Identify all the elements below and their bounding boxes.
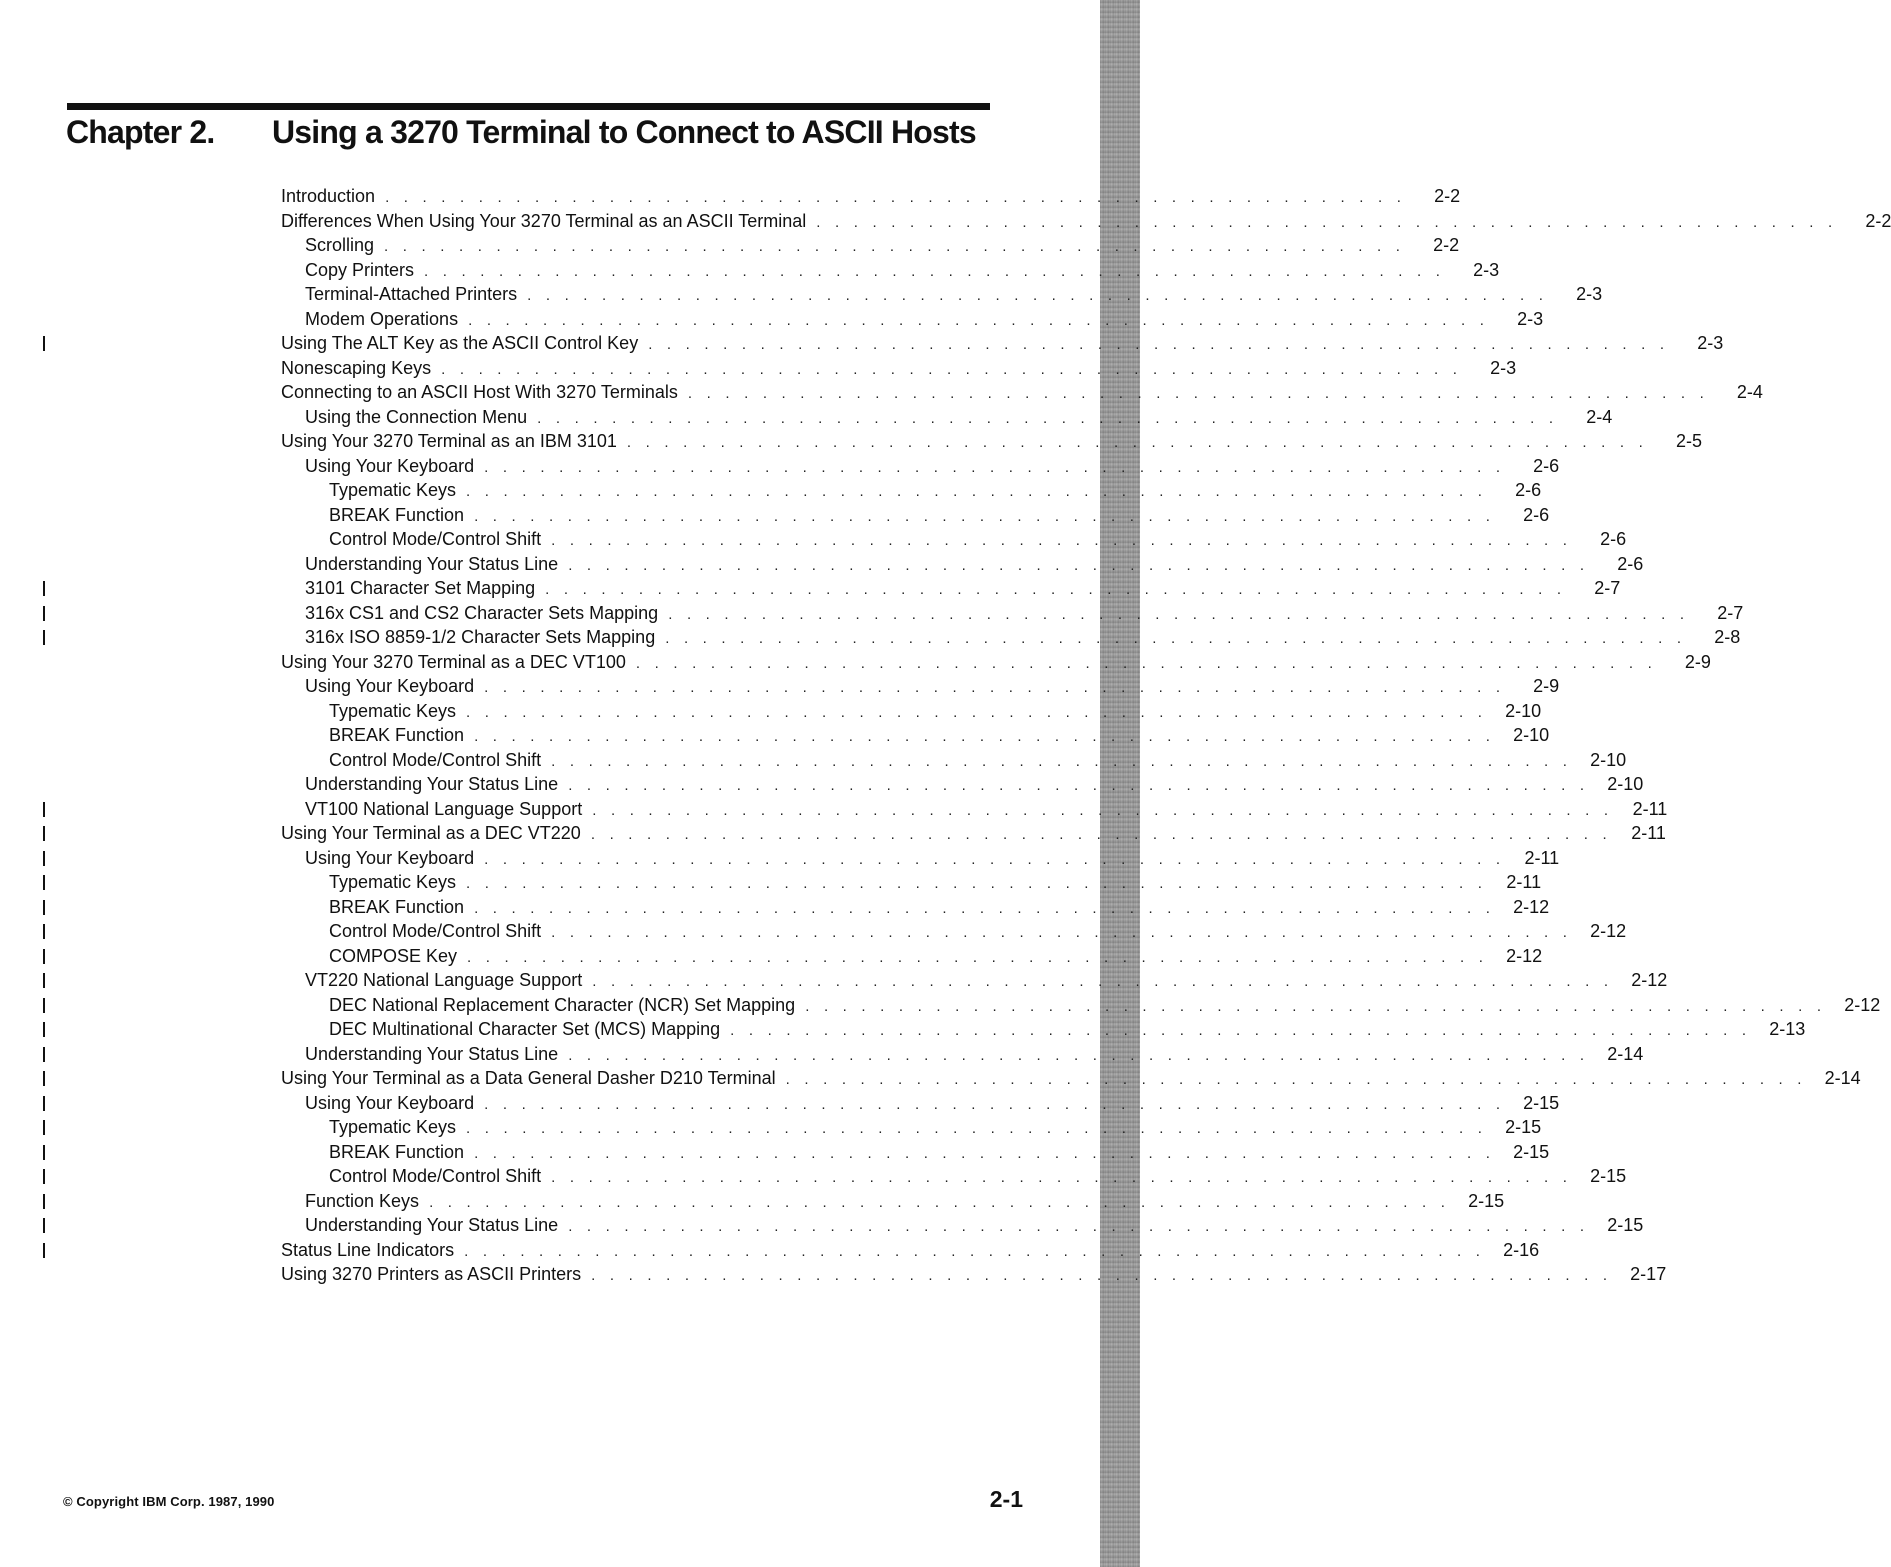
change-bar (43, 924, 45, 939)
toc-entry-page: 2-5 (1675, 431, 1702, 451)
toc-leader-dots: . . . . . . . . . . . . . . . . . . . . . . . . . . . . . . . . . . . . . . . . . . . . . . . . . . . . . . . (474, 1144, 1496, 1162)
toc-leader-dots: . . . . . . . . . . . . . . . . . . . . . . . . . . . . . . . . . . . . . . . . . . . . . . . . . . . . . . . (474, 507, 1496, 525)
toc-entry-page: 2-14 (1607, 1043, 1644, 1064)
chapter-title-rule (67, 103, 990, 110)
toc-entry-title: Typematic Keys (329, 480, 457, 500)
toc-entry-page: 2-7 (1594, 578, 1621, 598)
toc-entry[interactable] (281, 1262, 1667, 1287)
toc-entry[interactable] (281, 919, 1627, 944)
change-bar (43, 875, 45, 890)
toc-entry-page: 2-11 (1631, 823, 1666, 843)
change-bar (43, 851, 45, 866)
change-bar (43, 1120, 45, 1135)
toc-leader-dots: . . . . . . . . . . . . . . . . . . . . . . . . . . . . . . . . . . . . . . . . . . . . . . . . . . . . . . . (545, 581, 1567, 598)
toc-entry-page: 2-14 (1824, 1068, 1861, 1088)
toc-entry-page: 2-10 (1590, 749, 1627, 770)
change-bar (43, 336, 45, 351)
toc-entry[interactable] (281, 454, 1560, 479)
toc-entry[interactable] (281, 503, 1550, 528)
toc-entry-title: BREAK Function (329, 896, 465, 917)
toc-leader-dots: . . . . . . . . . . . . . . . . . . . . . . . . . . . . . . . . . . . . . . . . . . . . . . . . . . . . . . . (484, 850, 1506, 868)
toc-entry-page: 2-3 (1473, 259, 1500, 280)
toc-entry-title: Using the Connection Menu (305, 406, 528, 427)
toc-leader-dots: . . . . . . . . . . . . . . . . . . . . . . . . . . . . . . . . . . . . . . . . . . . . . . . . . . . . . . . (474, 728, 1496, 745)
toc-leader-dots: . . . . . . . . . . . . . . . . . . . . . . . . . . . . . . . . . . . . . . . . . . . . . . . . . . . . . . . (464, 1242, 1486, 1260)
toc-entry-title: Using Your 3270 Terminal as a DEC VT100 (281, 651, 626, 672)
toc-entry-page: 2-15 (1523, 1092, 1560, 1113)
toc-entry-title: Understanding Your Status Line (305, 553, 559, 574)
toc-entry-title: Control Mode/Control Shift (329, 529, 542, 549)
toc-entry-page: 2-3 (1490, 357, 1517, 378)
toc-leader-dots: . . . . . . . . . . . . . . . . . . . . . . . . . . . . . . . . . . . . . . . . . . . . . . . . . . . . . . . (551, 924, 1573, 941)
toc-entry[interactable] (281, 846, 1560, 871)
toc-entry-title: Using Your Keyboard (305, 676, 475, 696)
toc-leader-dots: . . . . . . . . . . . . . . . . . . . . . . . . . . . . . . . . . . . . . . . . . . . . . . . . . . . . . . . (527, 287, 1549, 304)
toc-entry-title: Differences When Using Your 3270 Terminal as an ASCII Terminal (281, 210, 807, 231)
toc-entry-page: 2-12 (1513, 896, 1550, 917)
toc-entry[interactable] (281, 552, 1644, 577)
change-bar (43, 606, 45, 621)
toc-entry[interactable] (281, 1164, 1627, 1189)
change-bar (43, 1096, 45, 1111)
toc-leader-dots: . . . . . . . . . . . . . . . . . . . . . . . . . . . . . . . . . . . . . . . . . . . . . . . . . . . . . . . (568, 556, 1590, 574)
toc-entry[interactable] (281, 895, 1550, 920)
toc-leader-dots: . . . . . . . . . . . . . . . . . . . . . . . . . . . . . . . . . . . . . . . . . . . . . . . . . . . . . . . (668, 605, 1690, 623)
toc-entry[interactable] (281, 674, 1560, 699)
toc-entry[interactable] (281, 797, 1668, 822)
toc-entry-page: 2-7 (1717, 602, 1744, 623)
toc-entry-title: Typematic Keys (329, 872, 457, 892)
change-bar (43, 1145, 45, 1160)
toc-entry-title: Control Mode/Control Shift (329, 1166, 542, 1186)
toc-entry-page: 2-2 (1433, 235, 1460, 255)
toc-leader-dots: . . . . . . . . . . . . . . . . . . . . . . . . . . . . . . . . . . . . . . . . . . . . . . . . . . . . . . . (816, 213, 1838, 231)
change-bar (43, 1194, 45, 1209)
toc-entry[interactable] (281, 405, 1613, 430)
toc-entry-page: 2-15 (1590, 1166, 1627, 1186)
table-of-contents (281, 184, 1891, 1287)
toc-entry-title: Typematic Keys (329, 700, 457, 721)
toc-entry-title: VT100 National Language Support (305, 798, 583, 819)
toc-entry-page: 2-16 (1503, 1239, 1540, 1260)
toc-entry-page: 2-12 (1844, 994, 1881, 1015)
toc-entry[interactable] (281, 380, 1763, 405)
toc-entry[interactable] (281, 1115, 1542, 1140)
toc-entry-title: Using Your Keyboard (305, 455, 475, 476)
toc-entry-page: 2-15 (1468, 1190, 1505, 1211)
toc-entry-title: Using The ALT Key as the ASCII Control Key (281, 333, 639, 353)
toc-entry[interactable] (281, 1238, 1540, 1263)
toc-leader-dots: . . . . . . . . . . . . . . . . . . . . . . . . . . . . . . . . . . . . . . . . . . . . . . . . . . . . . . . (805, 997, 1827, 1015)
toc-entry[interactable] (281, 968, 1668, 993)
toc-leader-dots: . . . . . . . . . . . . . . . . . . . . . . . . . . . . . . . . . . . . . . . . . . . . . . . . . . . . . . . (592, 973, 1614, 990)
toc-entry-page: 2-6 (1523, 504, 1550, 525)
toc-entry-page: 2-4 (1586, 406, 1613, 427)
toc-entry-page: 2-8 (1714, 627, 1741, 647)
toc-leader-dots: . . . . . . . . . . . . . . . . . . . . . . . . . . . . . . . . . . . . . . . . . . . . . . . . . . . . . . . (484, 458, 1506, 476)
toc-leader-dots: . . . . . . . . . . . . . . . . . . . . . . . . . . . . . . . . . . . . . . . . . . . . . . . . . . . . . . . (466, 1120, 1488, 1137)
toc-entry-title: Using Your Keyboard (305, 847, 475, 868)
toc-entry-page: 2-10 (1505, 700, 1542, 721)
chapter-title (66, 111, 1006, 153)
toc-entry[interactable] (281, 258, 1500, 283)
toc-entry-page: 2-2 (1865, 210, 1891, 231)
toc-entry-page: 2-15 (1505, 1117, 1542, 1137)
toc-leader-dots: . . . . . . . . . . . . . . . . . . . . . . . . . . . . . . . . . . . . . . . . . . . . . . . . . . . . . . . (551, 752, 1573, 770)
toc-entry-title: Using Your Keyboard (305, 1092, 475, 1113)
toc-entry[interactable] (281, 307, 1544, 332)
toc-entry-page: 2-11 (1506, 872, 1542, 892)
page-number: 2-1 (989, 1486, 1023, 1512)
toc-leader-dots: . . . . . . . . . . . . . . . . . . . . . . . . . . . . . . . . . . . . . . . . . . . . . . . . . . . . . . . (551, 1169, 1573, 1186)
change-bar (43, 900, 45, 915)
toc-leader-dots: . . . . . . . . . . . . . . . . . . . . . . . . . . . . . . . . . . . . . . . . . . . . . . . . . . . . . . . (551, 532, 1573, 549)
toc-entry[interactable] (281, 356, 1517, 381)
toc-entry-title: Function Keys (305, 1190, 420, 1211)
toc-entry[interactable] (281, 699, 1542, 724)
change-bar (43, 1047, 45, 1062)
toc-entry-page: 2-6 (1533, 455, 1560, 476)
toc-entry-title: Nonescaping Keys (281, 357, 432, 378)
toc-leader-dots: . . . . . . . . . . . . . . . . . . . . . . . . . . . . . . . . . . . . . . . . . . . . . . . . . . . . . . . (568, 1218, 1590, 1235)
chapter-label: Chapter 2. (66, 114, 215, 150)
copyright-notice: © Copyright IBM Corp. 1987, 1990 (63, 1494, 275, 1509)
toc-entry-page: 2-6 (1617, 553, 1644, 574)
toc-entry[interactable] (281, 233, 1460, 258)
toc-leader-dots: . . . . . . . . . . . . . . . . . . . . . . . . . . . . . . . . . . . . . . . . . . . . . . . . . . . . . . . (635, 654, 1657, 672)
toc-leader-dots: . . . . . . . . . . . . . . . . . . . . . . . . . . . . . . . . . . . . . . . . . . . . . . . . . . . . . . . (484, 679, 1506, 696)
toc-entry-title: Understanding Your Status Line (305, 774, 559, 794)
toc-leader-dots: . . . . . . . . . . . . . . . . . . . . . . . . . . . . . . . . . . . . . . . . . . . . . . . . . . . . . . . (730, 1022, 1752, 1039)
toc-entry-title: 316x ISO 8859-1/2 Character Sets Mapping (305, 627, 656, 647)
toc-entry-title: Typematic Keys (329, 1117, 457, 1137)
change-bar (43, 1243, 45, 1258)
toc-entry[interactable] (281, 1140, 1550, 1165)
toc-leader-dots: . . . . . . . . . . . . . . . . . . . . . . . . . . . . . . . . . . . . . . . . . . . . . . . . . . . . . . . (474, 899, 1496, 917)
toc-entry[interactable] (281, 650, 1711, 675)
toc-entry[interactable] (281, 870, 1542, 895)
toc-leader-dots: . . . . . . . . . . . . . . . . . . . . . . . . . . . . . . . . . . . . . . . . . . . . . . . . . . . . . . . (384, 238, 1406, 255)
toc-entry[interactable] (281, 1017, 1806, 1042)
toc-entry-page: 2-15 (1513, 1141, 1550, 1162)
toc-entry-title: COMPOSE Key (329, 945, 458, 966)
change-bar (43, 581, 45, 596)
toc-entry-title: DEC Multinational Character Set (MCS) Mapping (329, 1019, 721, 1039)
toc-leader-dots: . . . . . . . . . . . . . . . . . . . . . . . . . . . . . . . . . . . . . . . . . . . . . . . . . . . . . . . (385, 189, 1407, 206)
change-bar (43, 1022, 45, 1037)
toc-entry-title: Copy Printers (305, 259, 415, 280)
toc-leader-dots: . . . . . . . . . . . . . . . . . . . . . . . . . . . . . . . . . . . . . . . . . . . . . . . . . . . . . . . (441, 360, 1463, 378)
toc-entry[interactable] (281, 282, 1603, 307)
change-bar (43, 826, 45, 841)
toc-leader-dots: . . . . . . . . . . . . . . . . . . . . . . . . . . . . . . . . . . . . . . . . . . . . . . . . . . . . . . . (484, 1095, 1506, 1113)
toc-leader-dots: . . . . . . . . . . . . . . . . . . . . . . . . . . . . . . . . . . . . . . . . . . . . . . . . . . . . . . . (591, 1267, 1613, 1284)
toc-leader-dots: . . . . . . . . . . . . . . . . . . . . . . . . . . . . . . . . . . . . . . . . . . . . . . . . . . . . . . . (424, 262, 1446, 280)
change-bar (43, 973, 45, 988)
toc-entry-page: 2-10 (1607, 774, 1644, 794)
toc-entry[interactable] (281, 1189, 1505, 1214)
change-bar (43, 1218, 45, 1233)
toc-entry[interactable] (281, 993, 1881, 1018)
chapter-heading: Using a 3270 Terminal to Connect to ASCII Hosts (272, 114, 976, 150)
toc-leader-dots: . . . . . . . . . . . . . . . . . . . . . . . . . . . . . . . . . . . . . . . . . . . . . . . . . . . . . . . (785, 1071, 1807, 1088)
toc-entry-page: 2-3 (1576, 284, 1603, 304)
toc-entry-page: 2-3 (1697, 333, 1724, 353)
toc-entry-page: 2-9 (1533, 676, 1560, 696)
toc-leader-dots: . . . . . . . . . . . . . . . . . . . . . . . . . . . . . . . . . . . . . . . . . . . . . . . . . . . . . . . (537, 409, 1559, 427)
toc-entry[interactable] (281, 184, 1461, 209)
toc-leader-dots: . . . . . . . . . . . . . . . . . . . . . . . . . . . . . . . . . . . . . . . . . . . . . . . . . . . . . . . (568, 777, 1590, 794)
toc-entry-title: Modem Operations (305, 308, 459, 329)
toc-entry-page: 2-3 (1517, 308, 1544, 329)
toc-leader-dots: . . . . . . . . . . . . . . . . . . . . . . . . . . . . . . . . . . . . . . . . . . . . . . . . . . . . . . . (429, 1193, 1451, 1211)
toc-entry[interactable] (281, 944, 1543, 969)
toc-leader-dots: . . . . . . . . . . . . . . . . . . . . . . . . . . . . . . . . . . . . . . . . . . . . . . . . . . . . . . . (665, 630, 1687, 647)
toc-entry-title: Using Your Terminal as a Data General Dasher D210 Terminal (281, 1068, 776, 1088)
toc-entry-title: BREAK Function (329, 725, 465, 745)
toc-leader-dots: . . . . . . . . . . . . . . . . . . . . . . . . . . . . . . . . . . . . . . . . . . . . . . . . . . . . . . . (626, 434, 1648, 451)
toc-entry-title: Control Mode/Control Shift (329, 921, 542, 941)
toc-entry-title: Introduction (281, 186, 376, 206)
toc-entry-title: Using 3270 Printers as ASCII Printers (281, 1264, 582, 1284)
change-bar (43, 1071, 45, 1086)
toc-entry-title: Understanding Your Status Line (305, 1215, 559, 1235)
toc-entry-page: 2-6 (1600, 529, 1627, 549)
toc-entry[interactable] (281, 478, 1542, 503)
toc-entry-page: 2-11 (1632, 798, 1668, 819)
toc-entry[interactable] (281, 331, 1724, 356)
toc-leader-dots: . . . . . . . . . . . . . . . . . . . . . . . . . . . . . . . . . . . . . . . . . . . . . . . . . . . . . . . (468, 311, 1490, 329)
toc-leader-dots: . . . . . . . . . . . . . . . . . . . . . . . . . . . . . . . . . . . . . . . . . . . . . . . . . . . . . . . (466, 483, 1488, 500)
toc-entry-page: 2-12 (1590, 921, 1627, 941)
toc-entry-title: BREAK Function (329, 504, 465, 525)
toc-leader-dots: . . . . . . . . . . . . . . . . . . . . . . . . . . . . . . . . . . . . . . . . . . . . . . . . . . . . . . . (592, 801, 1614, 819)
change-bar (43, 802, 45, 817)
toc-entry[interactable] (281, 821, 1666, 846)
toc-entry-page: 2-2 (1434, 186, 1461, 206)
toc-leader-dots: . . . . . . . . . . . . . . . . . . . . . . . . . . . . . . . . . . . . . . . . . . . . . . . . . . . . . . . (687, 385, 1709, 402)
toc-entry-page: 2-9 (1684, 651, 1711, 672)
toc-entry-title: Understanding Your Status Line (305, 1043, 559, 1064)
change-bar (43, 949, 45, 964)
toc-entry-title: Terminal-Attached Printers (305, 284, 518, 304)
toc-entry-page: 2-4 (1736, 382, 1763, 402)
toc-entry-page: 2-12 (1506, 945, 1543, 966)
toc-entry-page: 2-6 (1515, 480, 1542, 500)
toc-entry-title: 3101 Character Set Mapping (305, 578, 536, 598)
toc-entry-page: 2-15 (1607, 1215, 1644, 1235)
toc-leader-dots: . . . . . . . . . . . . . . . . . . . . . . . . . . . . . . . . . . . . . . . . . . . . . . . . . . . . . . . (568, 1046, 1590, 1064)
toc-entry-title: DEC National Replacement Character (NCR) Set Mapping (329, 994, 796, 1015)
toc-entry-title: Using Your Terminal as a DEC VT220 (281, 823, 581, 843)
toc-entry-title: Control Mode/Control Shift (329, 749, 542, 770)
toc-entry[interactable] (281, 527, 1627, 552)
toc-entry[interactable] (281, 1091, 1560, 1116)
toc-entry-title: BREAK Function (329, 1141, 465, 1162)
toc-entry-title: VT220 National Language Support (305, 970, 583, 990)
toc-entry[interactable] (281, 748, 1627, 773)
toc-entry-page: 2-12 (1631, 970, 1668, 990)
change-bar (43, 998, 45, 1013)
toc-entry[interactable] (281, 723, 1550, 748)
toc-entry-page: 2-11 (1524, 847, 1560, 868)
toc-entry[interactable] (281, 209, 1891, 234)
toc-entry[interactable] (281, 1213, 1644, 1238)
toc-entry[interactable] (281, 1066, 1861, 1091)
toc-entry-page: 2-13 (1769, 1019, 1806, 1039)
toc-entry-title: Scrolling (305, 235, 375, 255)
toc-entry[interactable] (281, 772, 1644, 797)
toc-entry[interactable] (281, 429, 1702, 454)
toc-leader-dots: . . . . . . . . . . . . . . . . . . . . . . . . . . . . . . . . . . . . . . . . . . . . . . . . . . . . . . . (590, 826, 1612, 843)
toc-leader-dots: . . . . . . . . . . . . . . . . . . . . . . . . . . . . . . . . . . . . . . . . . . . . . . . . . . . . . . . (466, 875, 1488, 892)
toc-entry-page: 2-17 (1630, 1264, 1667, 1284)
toc-entry[interactable] (281, 576, 1621, 601)
change-bar (43, 630, 45, 645)
toc-entry-title: 316x CS1 and CS2 Character Sets Mapping (305, 602, 659, 623)
toc-leader-dots: . . . . . . . . . . . . . . . . . . . . . . . . . . . . . . . . . . . . . . . . . . . . . . . . . . . . . . . (648, 336, 1670, 353)
change-bar (43, 1169, 45, 1184)
toc-entry-title: Status Line Indicators (281, 1239, 455, 1260)
toc-entry[interactable] (281, 1042, 1644, 1067)
toc-leader-dots: . . . . . . . . . . . . . . . . . . . . . . . . . . . . . . . . . . . . . . . . . . . . . . . . . . . . . . . (466, 703, 1488, 721)
toc-leader-dots: . . . . . . . . . . . . . . . . . . . . . . . . . . . . . . . . . . . . . . . . . . . . . . . . . . . . . . . (467, 948, 1489, 966)
toc-entry-page: 2-10 (1513, 725, 1550, 745)
toc-entry[interactable] (281, 601, 1744, 626)
toc-entry[interactable] (281, 625, 1741, 650)
toc-entry-title: Connecting to an ASCII Host With 3270 Terminals (281, 382, 678, 402)
toc-entry-title: Using Your 3270 Terminal as an IBM 3101 (281, 431, 617, 451)
